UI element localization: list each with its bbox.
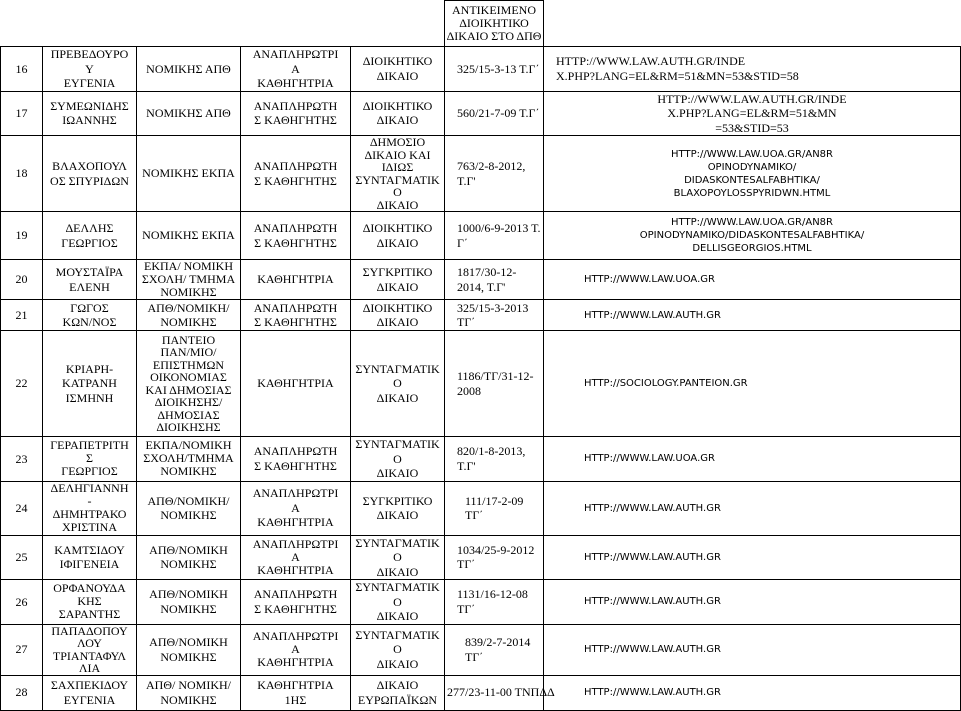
- row-name: ΓΕΡΑΠΕΤΡΙΤΗ Σ ΓΕΩΡΓΙΟΣ: [43, 437, 137, 482]
- row-decision: 277/23-11-00 ΤΝΠΔΔ: [445, 675, 544, 710]
- row-name: ΜΟΥΣΤΑΪΡΑ ΕΛΕΝΗ: [43, 260, 137, 300]
- row-url-link[interactable]: HTTP://WWW.LAW.AUTH.GR: [544, 675, 961, 710]
- row-decision: 1000/6-9-2013 Τ. Γ΄: [445, 212, 544, 260]
- row-url-link[interactable]: HTTP://SOCIOLOGY.PANTEION.GR: [544, 331, 961, 437]
- row-url-link[interactable]: HTTP://WWW.LAW.AUTH.GR: [544, 535, 961, 580]
- row-subject: ΣΥΝΤΑΓΜΑΤΙΚΟ ΔΙΚΑΙΟ: [351, 624, 445, 675]
- row-decision: 820/1-8-2013, Τ.Γ': [445, 437, 544, 482]
- row-subject: ΔΙΚΑΙΟ ΕΥΡΩΠΑΪΚΩΝ: [351, 675, 445, 710]
- row-name: ΣΑΧΠΕΚΙΔΟΥ ΕΥΓΕΝΙΑ: [43, 675, 137, 710]
- row-decision: 839/2-7-2014 ΤΓ΄: [445, 624, 544, 675]
- row-department: ΕΚΠΑ/ ΝΟΜΙΚΗ ΣΧΟΛΗ/ ΤΜΗΜΑ ΝΟΜΙΚΗΣ: [137, 260, 241, 300]
- row-number: 18: [1, 136, 43, 212]
- row-name: ΔΕΛΛΗΣ ΓΕΩΡΓΙΟΣ: [43, 212, 137, 260]
- row-subject: ΣΥΝΤΑΓΜΑΤΙΚΟ ΔΙΚΑΙΟ: [351, 437, 445, 482]
- row-name: ΠΡΕΒΕΔΟΥΡΟ Υ ΕΥΓΕΝΙΑ: [43, 47, 137, 92]
- header-spacer: [1, 1, 445, 47]
- row-url-link[interactable]: HTTP://WWW.LAW.AUTH.GR/INDE X.PHP?LANG=EL&RM=51&MN =53&STID=53: [544, 91, 961, 136]
- row-number: 21: [1, 300, 43, 331]
- row-decision: 1131/16-12-08 ΤΓ΄: [445, 580, 544, 625]
- row-rank: ΑΝΑΠΛΗΡΩΤΗ Σ ΚΑΘΗΓΗΤΗΣ: [241, 91, 351, 136]
- row-department: ΝΟΜΙΚΗΣ ΑΠΘ: [137, 91, 241, 136]
- row-url-link[interactable]: HTTP://WWW.LAW.AUTH.GR: [544, 481, 961, 535]
- row-name: ΣΥΜΕΩΝΙΔΗΣ ΙΩΑΝΝΗΣ: [43, 91, 137, 136]
- row-department: ΑΠΘ/ΝΟΜΙΚΗ ΝΟΜΙΚΗΣ: [137, 624, 241, 675]
- row-subject: ΔΙΟΙΚΗΤΙΚΟ ΔΙΚΑΙΟ: [351, 91, 445, 136]
- row-decision: 325/15-3-2013 ΤΓ΄: [445, 300, 544, 331]
- row-subject: ΣΥΝΤΑΓΜΑΤΙΚΟ ΔΙΚΑΙΟ: [351, 580, 445, 625]
- row-name: ΚΡΙΑΡΗ- ΚΑΤΡΑΝΗ ΙΣΜΗΝΗ: [43, 331, 137, 437]
- row-department: ΝΟΜΙΚΗΣ ΑΠΘ: [137, 47, 241, 92]
- row-number: 24: [1, 481, 43, 535]
- row-rank: ΚΑΘΗΓΗΤΡΙΑ: [241, 331, 351, 437]
- table-row: [1, 91, 961, 136]
- row-subject: ΣΥΓΚΡΙΤΙΚΟ ΔΙΚΑΙΟ: [351, 260, 445, 300]
- row-number: 17: [1, 91, 43, 136]
- row-number: 26: [1, 580, 43, 625]
- row-department: ΑΠΘ/ΝΟΜΙΚΗ ΝΟΜΙΚΗΣ: [137, 580, 241, 625]
- row-rank: ΑΝΑΠΛΗΡΩΤΗ Σ ΚΑΘΗΓΗΤΗΣ: [241, 136, 351, 212]
- row-number: 27: [1, 624, 43, 675]
- row-department: ΑΠΘ/ ΝΟΜΙΚΗ/ ΝΟΜΙΚΗΣ: [137, 675, 241, 710]
- row-url-link[interactable]: HTTP://WWW.LAW.AUTH.GR: [544, 300, 961, 331]
- row-url-link[interactable]: HTTP://WWW.LAW.UOA.GR/AN8R OPINODYNAMIKO/DIDASKONTESALFABHTIKA/ DELLISGEORGIOS.HTML: [544, 212, 961, 260]
- row-decision: 111/17-2-09 ΤΓ΄: [445, 481, 544, 535]
- row-department: ΕΚΠΑ/ΝΟΜΙΚΗ ΣΧΟΛΗ/ΤΜΗΜΑ ΝΟΜΙΚΗΣ: [137, 437, 241, 482]
- row-number: 25: [1, 535, 43, 580]
- table-row: [1, 212, 961, 260]
- row-number: 19: [1, 212, 43, 260]
- row-url-link[interactable]: HTTP://WWW.LAW.AUTH.GR: [544, 580, 961, 625]
- row-decision: 1186/ΤΓ/31-12-2008: [445, 331, 544, 437]
- row-decision: 1817/30-12-2014, Τ.Γ': [445, 260, 544, 300]
- row-number: 22: [1, 331, 43, 437]
- table-row: [1, 331, 961, 437]
- table-row: [1, 437, 961, 482]
- row-department: ΠΑΝΤΕΙΟ ΠΑΝ/ΜΙΟ/ ΕΠΙΣΤΗΜΩΝ ΟΙΚΟΝΟΜΙΑΣ ΚΑΙ ΔΗΜΟΣΙΑΣ ΔΙΟΙΚΗΣΗΣ/ ΔΗΜΟΣΙΑΣ ΔΙΟΙΚΗΣΗΣ: [137, 331, 241, 437]
- row-number: 16: [1, 47, 43, 92]
- row-name: ΓΩΓΟΣ ΚΩΝ/ΝΟΣ: [43, 300, 137, 331]
- row-rank: ΚΑΘΗΓΗΤΡΙΑ: [241, 260, 351, 300]
- row-department: ΝΟΜΙΚΗΣ ΕΚΠΑ: [137, 212, 241, 260]
- table-row: [1, 47, 961, 92]
- row-decision: 325/15-3-13 Τ.Γ΄: [445, 47, 544, 92]
- table-row: [1, 624, 961, 675]
- row-name: ΒΛΑΧΟΠΟΥΛ ΟΣ ΣΠΥΡΙΔΩΝ: [43, 136, 137, 212]
- row-department: ΝΟΜΙΚΗΣ ΕΚΠΑ: [137, 136, 241, 212]
- row-subject: ΔΙΟΙΚΗΤΙΚΟ ΔΙΚΑΙΟ: [351, 47, 445, 92]
- table-row: [1, 580, 961, 625]
- row-url-link[interactable]: HTTP://WWW.LAW.UOA.GR: [544, 437, 961, 482]
- row-decision: 560/21-7-09 Τ.Γ΄: [445, 91, 544, 136]
- row-rank: ΑΝΑΠΛΗΡΩΤΗ Σ ΚΑΘΗΓΗΤΗΣ: [241, 300, 351, 331]
- row-rank: ΚΑΘΗΓΗΤΡΙΑ 1ΗΣ: [241, 675, 351, 710]
- header-subject-cell: ΑΝΤΙΚΕΙΜΕΝΟ ΔΙΟΙΚΗΤΙΚΟ ΔΙΚΑΙΟ ΣΤΟ ΔΠΘ: [445, 1, 544, 47]
- row-rank: ΑΝΑΠΛΗΡΩΤΗ Σ ΚΑΘΗΓΗΤΗΣ: [241, 212, 351, 260]
- row-name: ΔΕΛΗΓΙΑΝΝΗ - ΔΗΜΗΤΡΑΚΟ ΧΡΙΣΤΙΝΑ: [43, 481, 137, 535]
- row-department: ΑΠΘ/ΝΟΜΙΚΗ/ ΝΟΜΙΚΗΣ: [137, 481, 241, 535]
- table-row: [1, 300, 961, 331]
- row-url-link[interactable]: HTTP://WWW.LAW.AUTH.GR/INDE X.PHP?LANG=EL&RM=51&MN=53&STID=58: [544, 47, 961, 92]
- row-rank: ΑΝΑΠΛΗΡΩΤΡΙ Α ΚΑΘΗΓΗΤΡΙΑ: [241, 535, 351, 580]
- header-blank: [544, 1, 961, 47]
- row-name: ΚΑΜΤΣΙΔΟΥ ΙΦΙΓΕΝΕΙΑ: [43, 535, 137, 580]
- table-row: [1, 136, 961, 212]
- row-subject: ΔΙΟΙΚΗΤΙΚΟ ΔΙΚΑΙΟ: [351, 212, 445, 260]
- row-rank: ΑΝΑΠΛΗΡΩΤΗ Σ ΚΑΘΗΓΗΤΗΣ: [241, 580, 351, 625]
- table-header-row: [1, 1, 961, 47]
- row-subject: ΣΥΓΚΡΙΤΙΚΟ ΔΙΚΑΙΟ: [351, 481, 445, 535]
- row-url-link[interactable]: HTTP://WWW.LAW.UOA.GR/AN8R OPINODYNAMIKO/ DIDASKONTESALFABHTIKA/ BLAXOPOYLOSSPYRIDWN.HTML: [544, 136, 961, 212]
- row-rank: ΑΝΑΠΛΗΡΩΤΡΙ Α ΚΑΘΗΓΗΤΡΙΑ: [241, 47, 351, 92]
- row-rank: ΑΝΑΠΛΗΡΩΤΗ Σ ΚΑΘΗΓΗΤΗΣ: [241, 437, 351, 482]
- row-subject: ΔΙΟΙΚΗΤΙΚΟ ΔΙΚΑΙΟ: [351, 300, 445, 331]
- row-rank: ΑΝΑΠΛΗΡΩΤΡΙ Α ΚΑΘΗΓΗΤΡΙΑ: [241, 624, 351, 675]
- row-subject: ΔΗΜΟΣΙΟ ΔΙΚΑΙΟ ΚΑΙ ΙΔΙΩΣ ΣΥΝΤΑΓΜΑΤΙΚΟ ΔΙΚΑΙΟ: [351, 136, 445, 212]
- row-department: ΑΠΘ/ΝΟΜΙΚΗ/ ΝΟΜΙΚΗΣ: [137, 300, 241, 331]
- table-row: [1, 535, 961, 580]
- row-subject: ΣΥΝΤΑΓΜΑΤΙΚΟ ΔΙΚΑΙΟ: [351, 331, 445, 437]
- row-department: ΑΠΘ/ΝΟΜΙΚΗ ΝΟΜΙΚΗΣ: [137, 535, 241, 580]
- row-number: 28: [1, 675, 43, 710]
- row-url-link[interactable]: HTTP://WWW.LAW.AUTH.GR: [544, 624, 961, 675]
- row-url-link[interactable]: HTTP://WWW.LAW.UOA.GR: [544, 260, 961, 300]
- row-name: ΠΑΠΑΔΟΠΟΥ ΛΟΥ ΤΡΙΑΝΤΑΦΥΛ ΛΙΑ: [43, 624, 137, 675]
- row-number: 23: [1, 437, 43, 482]
- row-decision: 1034/25-9-2012 ΤΓ΄: [445, 535, 544, 580]
- row-rank: ΑΝΑΠΛΗΡΩΤΡΙ Α ΚΑΘΗΓΗΤΡΙΑ: [241, 481, 351, 535]
- row-decision: 763/2-8-2012, Τ.Γ': [445, 136, 544, 212]
- table-row: [1, 675, 961, 710]
- row-name: ΟΡΦΑΝΟΥΔΑ ΚΗΣ ΣΑΡΑΝΤΗΣ: [43, 580, 137, 625]
- row-subject: ΣΥΝΤΑΓΜΑΤΙΚΟ ΔΙΚΑΙΟ: [351, 535, 445, 580]
- table-row: [1, 481, 961, 535]
- row-number: 20: [1, 260, 43, 300]
- table-row: [1, 260, 961, 300]
